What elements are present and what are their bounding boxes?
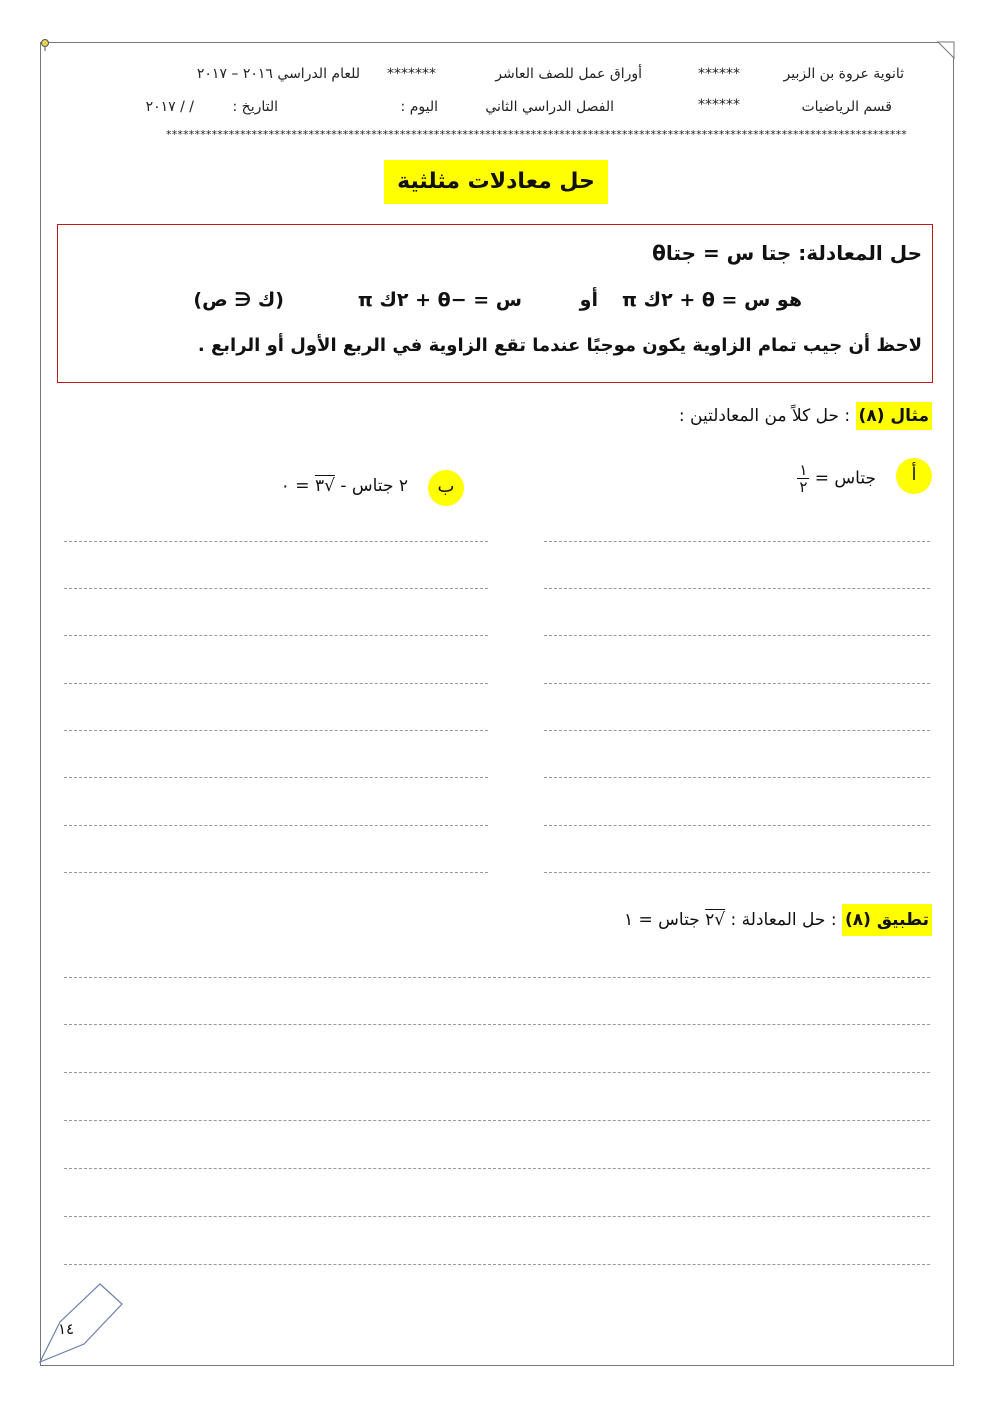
rule-solution-2: س = −θ + ٢ك π <box>357 289 522 311</box>
fraction <box>797 462 809 495</box>
application-heading <box>624 910 932 930</box>
answer-line[interactable] <box>64 872 488 873</box>
semester: الفصل الدراسي الثاني <box>485 99 614 115</box>
header-separator: ****** <box>698 97 740 113</box>
item-b-part2: = ٠ <box>280 476 315 496</box>
answer-line[interactable] <box>64 1024 930 1025</box>
answer-line[interactable] <box>64 588 488 589</box>
date-value: / / ٢٠١٧ <box>145 99 194 115</box>
page-title: حل معادلات مثلثية <box>384 160 608 204</box>
day-label: اليوم : <box>400 99 438 115</box>
answer-line[interactable] <box>544 588 930 589</box>
date-label: التاريخ : <box>232 99 278 115</box>
answer-line[interactable] <box>544 683 930 684</box>
item-b-equation <box>281 476 408 496</box>
answer-line[interactable] <box>544 635 930 636</box>
school-name: ثانوية عروة بن الزبير <box>783 66 904 82</box>
department: قسم الرياضيات <box>801 99 892 115</box>
application-instruction: : حل المعادلة : <box>730 910 837 930</box>
example-label: مثال (٨) <box>856 402 932 430</box>
application-equation: جتاس = ١ <box>623 910 706 930</box>
item-a-equation <box>797 462 876 495</box>
rule-statement: حل المعادلة: جتا س = جتاθ <box>652 241 922 265</box>
worksheet-title: أوراق عمل للصف العاشر <box>495 66 642 82</box>
answer-line[interactable] <box>544 777 930 778</box>
answer-line[interactable] <box>544 730 930 731</box>
answer-line[interactable] <box>64 683 488 684</box>
rule-solution-1: هو س = θ + ٢ك π <box>622 289 802 311</box>
answer-line[interactable] <box>544 825 930 826</box>
item-b-badge: ب <box>428 470 464 506</box>
example-heading <box>679 406 932 426</box>
page-corner-icon <box>40 1282 124 1364</box>
sqrt-term: √٢ <box>705 910 726 930</box>
item-a-lhs: جتاس = <box>814 468 876 489</box>
fraction-denominator: ٢ <box>799 478 808 496</box>
header-separator: ******* <box>387 66 436 82</box>
answer-line[interactable] <box>64 1216 930 1217</box>
academic-year: للعام الدراسي ٢٠١٦ – ٢٠١٧ <box>196 66 360 82</box>
page-number: ١٤ <box>58 1320 75 1338</box>
answer-line[interactable] <box>64 1168 930 1169</box>
header-separator: ****** <box>698 66 740 82</box>
example-instruction: : حل كلاً من المعادلتين : <box>678 406 851 426</box>
application-label: تطبيق (٨) <box>842 904 932 936</box>
rule-domain: (ك ∈ ص) <box>193 289 284 311</box>
answer-line[interactable] <box>64 825 488 826</box>
pin-icon <box>40 38 50 52</box>
answer-line[interactable] <box>64 541 488 542</box>
page-fold-icon <box>938 42 954 58</box>
answer-line[interactable] <box>64 635 488 636</box>
answer-line[interactable] <box>64 1072 930 1073</box>
item-a-badge: أ <box>896 458 932 494</box>
stars-divider: ********************************************************************************************************************************** <box>166 128 907 141</box>
answer-line[interactable] <box>544 541 930 542</box>
sqrt-term: √٣ <box>314 476 335 496</box>
answer-line[interactable] <box>64 977 930 978</box>
fraction-numerator: ١ <box>799 461 808 479</box>
answer-line[interactable] <box>64 1120 930 1121</box>
rule-or: أو <box>579 289 598 311</box>
item-b-part1: ٢ جتاس - <box>334 476 408 496</box>
answer-line[interactable] <box>64 1264 930 1265</box>
rule-box <box>57 224 933 383</box>
answer-line[interactable] <box>64 730 488 731</box>
answer-line[interactable] <box>544 872 930 873</box>
rule-note: لاحظ أن جيب تمام الزاوية يكون موجبًا عندما تقع الزاوية في الربع الأول أو الرابع . <box>197 335 922 356</box>
answer-line[interactable] <box>64 777 488 778</box>
